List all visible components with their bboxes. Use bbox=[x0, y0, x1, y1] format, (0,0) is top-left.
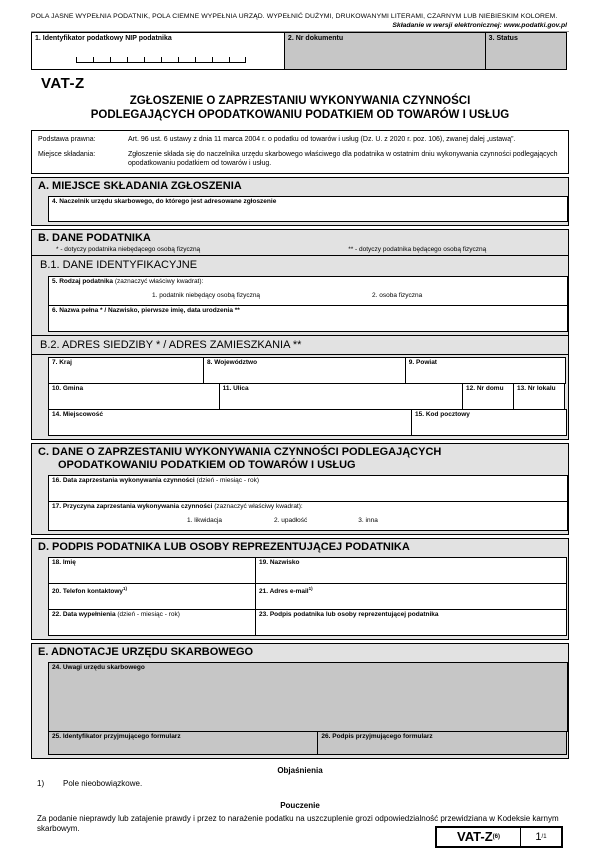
field-17-cessation-reason bbox=[48, 501, 568, 531]
field-14-label: 14. Miejscowość bbox=[52, 411, 103, 418]
section-d-title: D. PODPIS PODATNIKA LUB OSOBY REPREZENTUJĄCEJ PODATNIKA bbox=[38, 541, 410, 553]
option-non-natural-person[interactable]: 1. podatnik niebędący osobą fizyczną bbox=[152, 292, 261, 299]
form-title-line2: PODLEGAJĄCYCH OPODATKOWANIU PODATKIEM OD TOWARÓW I USŁUG bbox=[90, 109, 510, 121]
field-23-label: 23. Podpis podatnika lub osoby reprezentującej podatnika bbox=[259, 611, 439, 618]
field-20-footnote-ref: 1) bbox=[123, 586, 128, 591]
document-number-label: 2. Nr dokumentu bbox=[287, 35, 344, 42]
section-c-title-line1: C. DANE O ZAPRZESTANIU WYKONYWANIA CZYNNOŚCI PODLEGAJĄCYCH bbox=[38, 446, 442, 458]
section-e bbox=[31, 643, 569, 759]
field-6-label: 6. Nazwa pełna * / Nazwisko, pierwsze imię, data urodzenia ** bbox=[52, 307, 240, 314]
field-22-label: 22. Data wypełnienia bbox=[52, 611, 118, 618]
field-25-label: 25. Identyfikator przyjmującego formularz bbox=[52, 733, 181, 740]
field-17-label: 17. Przyczyna zaprzestania wykonywania czynności bbox=[52, 503, 215, 510]
field-8-voivodeship[interactable] bbox=[203, 357, 406, 384]
field-20-label: 20. Telefon kontaktowy bbox=[52, 588, 124, 596]
explanation-1 bbox=[37, 779, 569, 789]
section-b-notes bbox=[32, 246, 568, 256]
field-15-label: 15. Kod pocztowy bbox=[415, 411, 470, 418]
field-20-phone[interactable] bbox=[48, 583, 256, 610]
field-6-full-name[interactable] bbox=[48, 305, 568, 332]
nip-comb-cell bbox=[161, 57, 178, 63]
note-natural-person: ** - dotyczy podatnika będącego osobą fizyczną bbox=[348, 246, 487, 253]
field-10-commune[interactable] bbox=[48, 383, 220, 410]
fill-instructions: POLA JASNE WYPEŁNIA PODATNIK, POLA CIEMNE WYPEŁNIA URZĄD. WYPEŁNIĆ DUŻYMI, DRUKOWANYMI LITERAMI, CZARNYM LUB NIEBIESKIM KOLOREM. bbox=[31, 13, 558, 20]
page-indicator bbox=[521, 828, 561, 846]
field-7-label: 7. Kraj bbox=[52, 359, 72, 366]
field-14-city[interactable] bbox=[48, 409, 412, 436]
vat-z-form bbox=[31, 13, 569, 844]
legal-basis-text: Art. 96 ust. 6 ustawy z dnia 11 marca 2004 r. o podatku od towarów i usług (Dz. U. z 2020 r. poz. 106), zwanej dalej „ustawą”. bbox=[128, 136, 516, 143]
form-title bbox=[31, 94, 569, 122]
field-4-tax-office[interactable] bbox=[48, 196, 568, 222]
form-version-box bbox=[435, 826, 563, 848]
form-title-line1: ZGŁOSZENIE O ZAPRZESTANIU WYKONYWANIA CZYNNOŚCI bbox=[129, 95, 471, 107]
field-18-first-name[interactable] bbox=[48, 557, 256, 584]
section-b-title: B. DANE PODATNIKA bbox=[38, 232, 151, 244]
nip-comb-cell bbox=[178, 57, 195, 63]
nip-comb-cell bbox=[127, 57, 144, 63]
nip-comb-cell bbox=[195, 57, 212, 63]
notice-title: Pouczenie bbox=[280, 801, 320, 810]
section-c-title-line2: OPODATKOWANIU PODATKIEM OD TOWARÓW I USŁUG bbox=[58, 459, 356, 471]
field-24-label: 24. Uwagi urzędu skarbowego bbox=[52, 664, 145, 671]
section-b1-title: B.1. DANE IDENTYFIKACYJNE bbox=[40, 259, 198, 271]
field-23-signature[interactable] bbox=[255, 609, 567, 636]
notice-text: Za podanie nieprawdy lub zatajenie prawdy i przez to narażenie podatku na uszczuplenie grozi odpowiedzialność przewidziana w Kodeksie karnym skarbowym. bbox=[37, 814, 559, 833]
filing-place-text: Zgłoszenie składa się do naczelnika urzędu skarbowego właściwego dla podatnika w ostatnim dniu wykonywania czynności podlegających opodatkowaniu podatkiem od towarów i usług. bbox=[128, 151, 558, 167]
explanation-1-text: Pole nieobowiązkowe. bbox=[63, 779, 143, 788]
form-version-code-text: VAT-Z bbox=[457, 829, 493, 844]
field-5-hint: (zaznaczyć właściwy kwadrat): bbox=[114, 278, 204, 285]
field-13-flat-number[interactable] bbox=[513, 383, 565, 410]
field-24-office-remarks[interactable] bbox=[48, 662, 568, 732]
section-a bbox=[31, 177, 569, 226]
field-26-receiver-signature[interactable] bbox=[317, 731, 567, 755]
field-9-county[interactable] bbox=[405, 357, 566, 384]
field-9-label: 9. Powiat bbox=[408, 359, 437, 366]
section-b bbox=[31, 229, 569, 440]
section-d bbox=[31, 538, 569, 640]
legal-basis-label: Podstawa prawna: bbox=[38, 136, 96, 143]
field-25-receiver-id[interactable] bbox=[48, 731, 318, 755]
field-10-label: 10. Gmina bbox=[52, 385, 84, 392]
nip-comb-cell bbox=[144, 57, 161, 63]
nip-comb-cell bbox=[212, 57, 229, 63]
section-a-title: A. MIEJSCE SKŁADANIA ZGŁOSZENIA bbox=[38, 180, 242, 192]
field-12-house-number[interactable] bbox=[462, 383, 514, 410]
field-21-footnote-ref: 1) bbox=[308, 586, 313, 591]
section-b2-title: B.2. ADRES SIEDZIBY * / ADRES ZAMIESZKANIA ** bbox=[32, 335, 568, 355]
option-natural-person[interactable]: 2. osoba fizyczna bbox=[372, 292, 423, 299]
identification-row bbox=[31, 32, 569, 70]
section-c-title bbox=[32, 444, 568, 473]
field-18-label: 18. Imię bbox=[52, 559, 76, 566]
field-13-label: 13. Nr lokalu bbox=[516, 385, 556, 392]
field-22-fill-date[interactable] bbox=[48, 609, 256, 636]
field-5-taxpayer-type bbox=[48, 276, 568, 306]
field-19-last-name[interactable] bbox=[255, 557, 567, 584]
field-8-label: 8. Województwo bbox=[207, 359, 258, 366]
section-e-title: E. ADNOTACJE URZĘDU SKARBOWEGO bbox=[38, 646, 254, 658]
nip-comb-cell bbox=[110, 57, 127, 63]
field-21-label: 21. Adres e-mail bbox=[259, 588, 309, 596]
field-16-label: 16. Data zaprzestania wykonywania czynności bbox=[52, 477, 197, 484]
option-other[interactable]: 3. inna bbox=[358, 517, 378, 524]
field-26-label: 26. Podpis przyjmującego formularz bbox=[321, 733, 433, 740]
nip-field[interactable] bbox=[31, 32, 285, 70]
field-11-street[interactable] bbox=[219, 383, 463, 410]
field-5-label: 5. Rodzaj podatnika bbox=[52, 278, 115, 285]
option-liquidation[interactable]: 1. likwidacja bbox=[187, 517, 223, 524]
page-number: 1 bbox=[535, 831, 542, 843]
status-field[interactable] bbox=[485, 32, 567, 70]
field-15-postal-code[interactable] bbox=[411, 409, 567, 436]
nip-comb-cell bbox=[229, 57, 246, 63]
filing-place-label: Miejsce składania: bbox=[38, 151, 96, 158]
form-footer bbox=[31, 766, 569, 844]
section-c bbox=[31, 443, 569, 535]
nip-label: 1. Identyfikator podatkowy NIP podatnika bbox=[35, 35, 172, 42]
field-11-label: 11. Ulica bbox=[222, 385, 249, 392]
form-code: VAT-Z bbox=[41, 75, 85, 92]
document-number-field[interactable] bbox=[284, 32, 486, 70]
legal-info-box bbox=[31, 130, 569, 174]
field-22-hint: (dzień - miesiąc - rok) bbox=[117, 611, 180, 618]
field-12-label: 12. Nr domu bbox=[465, 385, 504, 392]
form-version-code bbox=[437, 828, 521, 846]
page-total: /1 bbox=[541, 834, 547, 840]
note-legal-person: * - dotyczy podatnika niebędącego osobą fizyczną bbox=[56, 246, 201, 253]
nip-comb-cell bbox=[76, 57, 93, 63]
nip-comb-input[interactable] bbox=[76, 57, 246, 63]
field-17-hint: (zaznaczyć właściwy kwadrat): bbox=[214, 503, 303, 510]
field-4-label: 4. Naczelnik urzędu skarbowego, do którego jest adresowane zgłoszenie bbox=[52, 198, 277, 205]
nip-comb-cell bbox=[93, 57, 110, 63]
field-21-email[interactable] bbox=[255, 583, 567, 610]
explanations-title: Objaśnienia bbox=[277, 766, 323, 775]
option-bankruptcy[interactable]: 2. upadłość bbox=[274, 517, 308, 524]
explanation-1-number: 1) bbox=[37, 779, 45, 788]
field-16-hint: (dzień - miesiąc - rok) bbox=[196, 477, 259, 484]
field-19-label: 19. Nazwisko bbox=[259, 559, 300, 566]
status-label: 3. Status bbox=[488, 35, 518, 42]
efiling-note: Składanie w wersji elektronicznej: www.podatki.gov.pl bbox=[31, 20, 569, 32]
field-16-cessation-date[interactable] bbox=[48, 475, 568, 502]
field-7-country[interactable] bbox=[48, 357, 204, 384]
form-version-number: (6) bbox=[492, 834, 500, 840]
